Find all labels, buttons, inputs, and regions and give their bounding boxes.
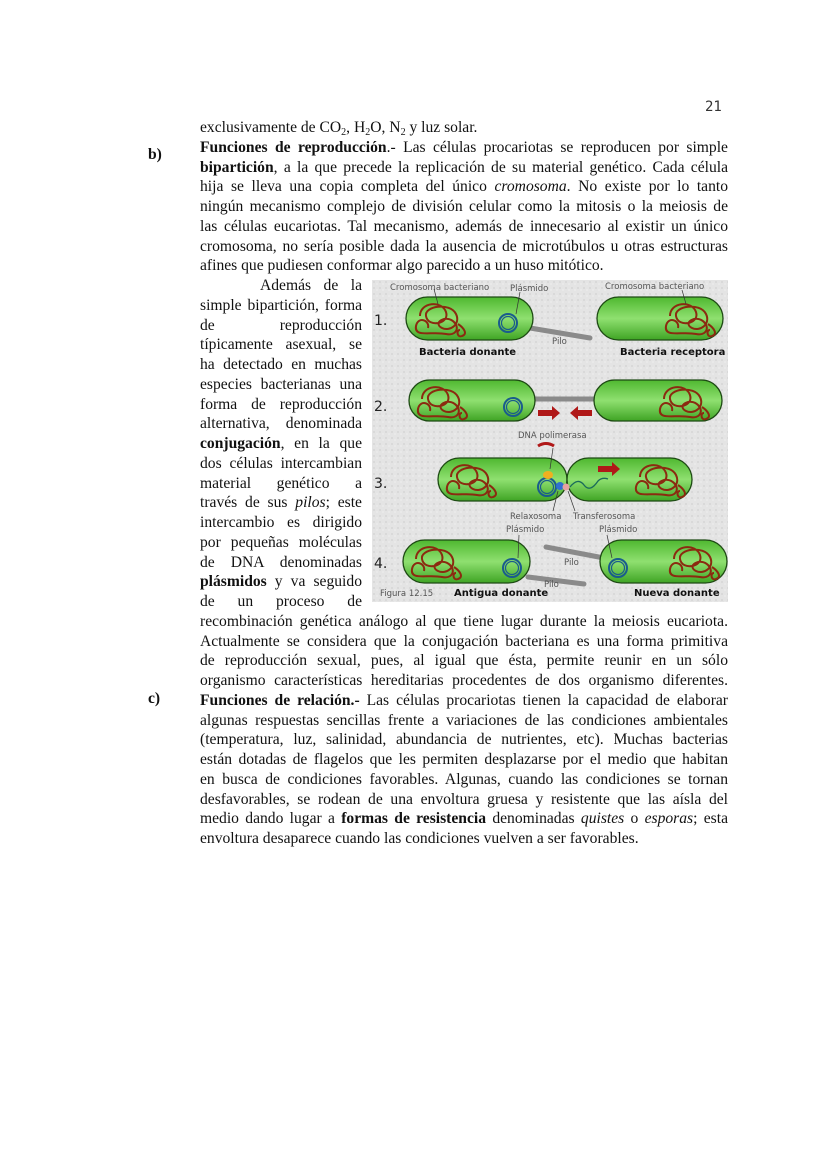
text-run: Además de la bbox=[260, 277, 362, 294]
text-line bbox=[200, 632, 728, 651]
dna-polymerase-enzyme-icon bbox=[543, 471, 553, 479]
text-run: algunas respuestas sencillas frente a variaciones de las condiciones ambientales bbox=[200, 711, 728, 729]
text-run: ha detectado en muchas bbox=[200, 356, 362, 373]
bold-term: formas de resistencia bbox=[341, 810, 487, 828]
step-2-label: 2. bbox=[374, 399, 388, 415]
text-run: recombinación genética análogo al que tiene lugar durante la meiosis eucariota. bbox=[200, 612, 728, 630]
text-line bbox=[200, 592, 362, 611]
transferosome-icon bbox=[563, 484, 570, 491]
pilus-label-4a: Pilo bbox=[564, 558, 579, 568]
text-run: de reproducción sexual, pues, al igual que ésta, permite reunir en un sólo bbox=[200, 652, 728, 670]
recipient-bacterium-label: Bacteria receptora bbox=[620, 347, 726, 358]
text-line bbox=[200, 296, 362, 315]
step-3-label: 3. bbox=[374, 476, 388, 492]
text-line bbox=[200, 809, 728, 828]
text-run: O, N bbox=[370, 119, 401, 136]
text-run: desfavorables, se rodean de una envoltura gruesa y resistente que las aísla del bbox=[200, 790, 728, 808]
text-run: , en la que bbox=[280, 435, 362, 452]
old-donor-label: Antigua donante bbox=[454, 588, 549, 599]
text-line bbox=[200, 493, 362, 512]
bold-term: Funciones de relación.- bbox=[200, 691, 360, 709]
text-line bbox=[200, 572, 362, 591]
text-run: de reproducción bbox=[200, 316, 362, 334]
bold-term: plásmidos bbox=[200, 573, 267, 591]
text-line bbox=[200, 197, 728, 216]
pilus-label-4b: Pilo bbox=[544, 580, 559, 590]
text-line bbox=[200, 395, 362, 414]
text-run: medio dando lugar a bbox=[200, 810, 342, 828]
relaxosome-label: Relaxosoma bbox=[510, 512, 562, 522]
text-line bbox=[200, 138, 728, 157]
transferosome-label: Transferosoma bbox=[573, 512, 636, 522]
text-run: de DNA denominadas bbox=[200, 553, 362, 571]
step-4-label: 4. bbox=[374, 556, 388, 572]
text-run: por pequeñas moléculas bbox=[200, 533, 362, 551]
step-1-label: 1. bbox=[374, 313, 388, 329]
text-run: intercambio es dirigido bbox=[200, 514, 362, 531]
text-run: afines que pudiesen conformar algo parecido a un huso mitótico. bbox=[200, 257, 604, 275]
text-run: envoltura desaparece cuando las condiciones vuelven a ser favorables. bbox=[200, 830, 639, 847]
text-run: simple bipartición, forma bbox=[200, 296, 362, 314]
text-line bbox=[200, 217, 728, 236]
text-run: y luz solar. bbox=[405, 119, 478, 136]
text-line bbox=[200, 316, 362, 335]
subscript: 2 bbox=[400, 127, 406, 138]
text-line bbox=[200, 533, 362, 552]
text-run: ; esta bbox=[693, 810, 728, 828]
italic-term: pilos bbox=[295, 494, 326, 512]
text-run: de un proceso de bbox=[200, 593, 362, 610]
bacterium-cell bbox=[594, 380, 722, 421]
text-line bbox=[200, 750, 728, 769]
text-run: material genético a bbox=[200, 474, 362, 492]
text-line bbox=[200, 375, 362, 394]
italic-term: esporas bbox=[644, 810, 694, 828]
text-run: alternativa, denominada bbox=[200, 415, 362, 433]
text-line bbox=[200, 829, 728, 848]
text-line bbox=[200, 790, 728, 809]
text-line bbox=[200, 454, 362, 473]
text-run: .- Las células procariotas se reproducen por simple bbox=[386, 138, 728, 156]
figure-caption: Figura 12.15 bbox=[380, 589, 434, 599]
italic-term: cromosoma bbox=[494, 178, 567, 196]
text-line bbox=[200, 612, 728, 631]
text-run: organismo características hereditarias procedentes de dos organismo diferentes. bbox=[200, 672, 728, 689]
text-run: . No existe por lo tanto bbox=[566, 178, 729, 196]
text-line bbox=[200, 177, 728, 196]
text-run: Actualmente se considera que la conjugación bacteriana es una forma primitiva bbox=[200, 632, 728, 650]
bold-term: conjugación bbox=[200, 435, 281, 452]
subscript: 2 bbox=[365, 127, 371, 138]
text-line bbox=[200, 553, 362, 572]
text-run: denominadas bbox=[486, 810, 581, 828]
text-run: especies bacterianas una bbox=[200, 375, 362, 393]
text-run: y va seguido bbox=[266, 573, 362, 591]
text-line bbox=[200, 276, 362, 295]
page-number: 21 bbox=[705, 99, 722, 115]
text-line bbox=[200, 434, 362, 453]
plasmid-label-1: Plásmido bbox=[510, 284, 549, 294]
text-run: típicamente asexual, se bbox=[200, 336, 362, 354]
text-run: ; este bbox=[325, 494, 362, 512]
conjugation-figure bbox=[372, 280, 728, 602]
text-run: las células eucariotas. Tal mecanismo, además de innecesario al existir un único bbox=[200, 217, 728, 235]
text-line bbox=[200, 474, 362, 493]
list-label-b: b) bbox=[148, 146, 162, 163]
subscript: 2 bbox=[341, 127, 347, 138]
dna-polymerase-label: DNA polimerasa bbox=[518, 431, 587, 441]
text-run: exclusivamente de CO bbox=[200, 119, 342, 136]
text-line bbox=[200, 671, 728, 690]
text-line bbox=[200, 651, 728, 670]
text-line bbox=[200, 355, 362, 374]
text-line bbox=[200, 770, 728, 789]
text-run: (temperatura, luz, salinidad, abundancia de nutrientes, etc). Muchas bacterias bbox=[200, 731, 728, 749]
text-line bbox=[200, 237, 728, 256]
text-line bbox=[200, 691, 728, 710]
text-run: cromosoma, no sería posible dada la ausencia de microtúbulos u otras estructuras bbox=[200, 237, 728, 255]
bold-term: Funciones de reproducción bbox=[200, 138, 387, 156]
text-run: dos células intercambian bbox=[200, 454, 362, 472]
text-line bbox=[200, 335, 362, 354]
chromosome-label-right: Cromosoma bacteriano bbox=[605, 282, 705, 292]
donor-bacterium-label: Bacteria donante bbox=[419, 347, 517, 358]
text-run: hija se lleva una copia completa del único bbox=[200, 178, 495, 196]
new-donor-label: Nueva donante bbox=[634, 588, 720, 599]
chromosome-label-left: Cromosoma bacteriano bbox=[390, 283, 490, 293]
text-run: o bbox=[624, 810, 645, 828]
plasmid-label-4a: Plásmido bbox=[506, 525, 545, 535]
text-line bbox=[200, 711, 728, 730]
text-run: , a la que precede la replicación de su material genético. Cada célula bbox=[273, 158, 728, 176]
pilus-label-1: Pilo bbox=[552, 337, 567, 347]
bold-term: bipartición bbox=[200, 158, 274, 176]
text-run: ningún mecanismo complejo de división celular como la mitosis o la meiosis de bbox=[200, 198, 728, 215]
plasmid-label-4b: Plásmido bbox=[599, 525, 638, 535]
text-line bbox=[200, 513, 362, 532]
text-run: Las células procariotas tienen la capacidad de elaborar bbox=[359, 691, 729, 709]
text-run: están dotadas de flagelos que les permiten desplazarse por el medio que habitan bbox=[200, 751, 728, 768]
text-line bbox=[200, 730, 728, 749]
text-line bbox=[200, 158, 728, 177]
text-run: en busca de condiciones favorables. Algunas, cuando las condiciones se tornan bbox=[200, 770, 728, 788]
text-run: través de sus bbox=[200, 494, 296, 512]
text-line bbox=[200, 414, 362, 433]
text-line bbox=[200, 256, 728, 275]
text-run: , H bbox=[346, 119, 366, 136]
text-run: forma de reproducción bbox=[200, 395, 362, 413]
list-label-c: c) bbox=[148, 690, 161, 707]
italic-term: quistes bbox=[580, 810, 625, 828]
